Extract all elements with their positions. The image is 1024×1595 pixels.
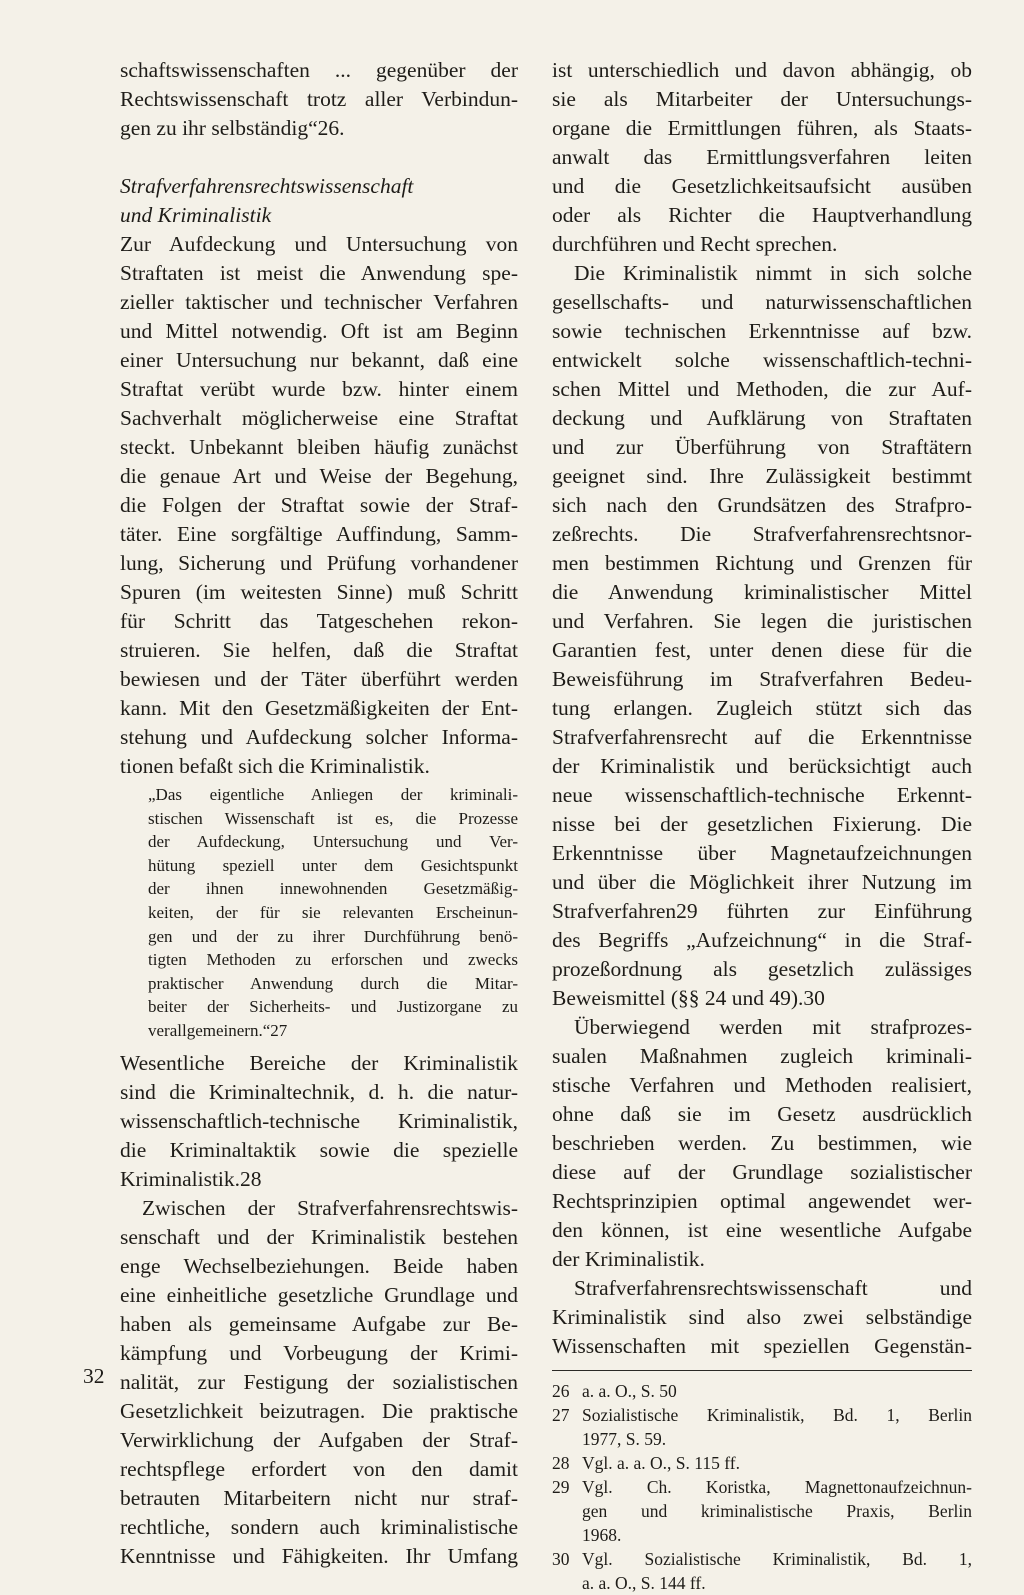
text-line: stehung und Aufdeckung solcher Informa- <box>120 725 518 749</box>
footnote <box>552 1379 972 1403</box>
text-line: und die Gesetzlichkeitsaufsicht ausüben <box>552 174 972 198</box>
text-line: gesellschafts- und naturwissenschaftlichen <box>552 290 972 314</box>
text-line: deckung und Aufklärung von Straftaten <box>552 406 972 430</box>
text-line: kann. Mit den Gesetzmäßigkeiten der Ent- <box>120 696 518 720</box>
text-line: tung erlangen. Zugleich stützt sich das <box>552 696 972 720</box>
text-line: geeignet sind. Ihre Zulässigkeit bestimmt <box>552 464 972 488</box>
text-line: die Folgen der Straftat sowie der Straf- <box>120 493 518 517</box>
quote-line: praktischer Anwendung durch die Mitar- <box>148 973 518 993</box>
footnote-text: Sozialistische Kriminalistik, Bd. 1, Berlin <box>582 1405 972 1425</box>
quote-line: hütung speziell unter dem Gesichtspunkt <box>148 855 518 875</box>
text-line: Garantien fest, unter denen diese für die <box>552 638 972 662</box>
text-line: Zur Aufdeckung und Untersuchung von <box>120 232 518 256</box>
block-quote <box>148 783 518 1043</box>
text-line: ohne daß sie im Gesetz ausdrücklich <box>552 1102 972 1126</box>
text-line: bewiesen und der Täter überführt werden <box>120 667 518 691</box>
text-line: Überwiegend werden mit strafprozes- <box>574 1015 972 1039</box>
text-line: täter. Eine sorgfältige Auffindung, Samm- <box>120 522 518 546</box>
footnote-number: 29 <box>552 1477 570 1497</box>
text-line: Kriminalistik.28 <box>120 1166 262 1191</box>
text-line: Sachverhalt möglicherweise eine Straftat <box>120 406 518 430</box>
text-line: enge Wechselbeziehungen. Beide haben <box>120 1253 518 1278</box>
text-line: nisse bei der gesetzlichen Fixierung. Die <box>552 812 972 836</box>
text-line: Die Kriminalistik nimmt in sich solche <box>574 261 972 285</box>
footnote-text: a. a. O., S. 50 <box>582 1381 677 1401</box>
text-line: wissenschaftlich-technische Kriminalistik, <box>120 1108 518 1133</box>
text-line: Verwirklichung der Aufgaben der Straf- <box>120 1427 518 1452</box>
heading-line: und Kriminalistik <box>120 203 272 227</box>
text-line: sind die Kriminaltechnik, d. h. die natur- <box>120 1079 518 1104</box>
footnote-number: 26 <box>552 1381 570 1401</box>
text-line: senschaft und der Kriminalistik bestehen <box>120 1224 518 1249</box>
text-line: nalität, zur Festigung der sozialistischen <box>120 1369 518 1394</box>
quote-line: keiten, der für sie relevanten Erscheinun- <box>148 902 518 922</box>
footnote-text: 1977, S. 59. <box>582 1429 667 1449</box>
text-line: stische Verfahren und Methoden realisiert, <box>552 1073 972 1097</box>
paragraph <box>552 1013 972 1274</box>
text-line: rechtliche, sondern auch kriminalistische <box>120 1514 518 1539</box>
paragraph <box>120 230 518 781</box>
text-line: zieller taktischer und technischer Verfahren <box>120 290 518 314</box>
quote-line: verallgemeinern.“27 <box>148 1020 288 1040</box>
text-line: kämpfung und Vorbeugung der Krimi- <box>120 1340 518 1365</box>
text-line: beschrieben werden. Zu bestimmen, wie <box>552 1131 972 1155</box>
text-line: Strafverfahrensrecht auf die Erkenntnisse <box>552 725 972 749</box>
paragraph <box>552 1274 972 1361</box>
text-line: oder als Richter die Hauptverhandlung <box>552 203 972 227</box>
quote-line: gen und der zu ihrer Durchführung benö- <box>148 926 518 946</box>
text-line: Rechtswissenschaft trotz aller Verbindun- <box>120 87 518 111</box>
text-line: Rechtsprinzipien optimal angewendet wer- <box>552 1189 972 1213</box>
text-line: einer Untersuchung nur bekannt, daß eine <box>120 348 518 372</box>
text-line: die genaue Art und Weise der Begehung, <box>120 464 518 488</box>
text-line: Beweismittel (§§ 24 und 49).30 <box>552 986 825 1010</box>
footnote-divider <box>552 1370 972 1371</box>
quote-line: der ihnen innewohnenden Gesetzmäßig- <box>148 879 518 899</box>
text-line: Straftaten ist meist die Anwendung spe- <box>120 261 518 285</box>
footnote-text: 1968. <box>582 1525 622 1545</box>
text-line: betrauten Mitarbeitern nicht nur straf- <box>120 1485 518 1510</box>
quote-line: tigten Methoden zu erforschen und zwecks <box>148 950 518 970</box>
text-line: anwalt das Ermittlungsverfahren leiten <box>552 145 972 169</box>
footnote <box>552 1547 972 1595</box>
text-line: prozeßordnung als gesetzlich zulässiges <box>552 957 972 981</box>
text-line: des Begriffs „Aufzeichnung“ in die Straf- <box>552 928 972 952</box>
text-line: zeßrechts. Die Strafverfahrensrechtsnor- <box>552 522 972 546</box>
text-line: Strafverfahren29 führten zur Einführung <box>552 899 972 923</box>
text-line: Erkenntnisse über Magnetaufzeichnungen <box>552 841 972 865</box>
text-line: organe die Ermittlungen führen, als Staats- <box>552 116 972 140</box>
quote-line: stischen Wissenschaft ist es, die Prozesse <box>148 808 518 828</box>
right-column <box>552 56 972 1595</box>
text-line: eine einheitliche gesetzliche Grundlage und <box>120 1282 518 1307</box>
left-column <box>120 56 518 1571</box>
text-line: neue wissenschaftlich-technische Erkennt- <box>552 783 972 807</box>
text-line: und über die Möglichkeit ihrer Nutzung im <box>552 870 972 894</box>
footnote-number: 27 <box>552 1405 570 1425</box>
text-line: der Kriminalistik und berücksichtigt auch <box>552 754 972 778</box>
text-line: rechtspflege erfordert von den damit <box>120 1456 518 1481</box>
text-line: haben als gemeinsame Aufgabe zur Be- <box>120 1311 518 1336</box>
text-line: und zur Überführung von Straftätern <box>552 435 972 459</box>
text-line: gen zu ihr selbständig“26. <box>120 116 345 140</box>
text-line: men bestimmen Richtung und Grenzen für <box>552 551 972 575</box>
quote-line: beiter der Sicherheits- und Justizorgane zu <box>148 997 518 1017</box>
paragraph <box>120 56 518 143</box>
text-line: die Kriminaltaktik sowie die spezielle <box>120 1137 518 1162</box>
text-line: steckt. Unbekannt bleiben häufig zunächst <box>120 435 518 459</box>
text-line: durchführen und Recht sprechen. <box>552 232 838 256</box>
text-line: und Verfahren. Sie legen die juristischen <box>552 609 972 633</box>
footnote-text: Vgl. Ch. Koristka, Magnettonaufzeichnun- <box>582 1477 972 1497</box>
text-line: schen Mittel und Methoden, die zur Auf- <box>552 377 972 401</box>
text-line: und Mittel notwendig. Oft ist am Beginn <box>120 319 518 343</box>
text-line: schaftswissenschaften ... gegenüber der <box>120 58 518 82</box>
text-line: die Anwendung kriminalistischer Mittel <box>552 580 972 604</box>
text-line: der Kriminalistik. <box>552 1247 705 1271</box>
footnote-text: a. a. O., S. 144 ff. <box>582 1573 706 1593</box>
text-line: für Schritt das Tatgeschehen rekon- <box>120 609 518 633</box>
footnote <box>552 1451 972 1475</box>
text-line: entwickelt solche wissenschaftlich-techni- <box>552 348 972 372</box>
text-line: Spuren (im weitesten Sinne) muß Schritt <box>120 580 518 604</box>
page-number: 32 <box>83 1364 105 1388</box>
text-line: struieren. Sie helfen, daß die Straftat <box>120 638 518 662</box>
text-line: Straftat verübt wurde bzw. hinter einem <box>120 377 518 401</box>
footnote-text: Vgl. Sozialistische Kriminalistik, Bd. 1, <box>582 1549 972 1569</box>
footnote-number: 28 <box>552 1453 570 1473</box>
section-heading <box>120 172 518 230</box>
text-line: sich nach den Grundsätzen des Strafpro- <box>552 493 972 517</box>
footnote-text: gen und kriminalistische Praxis, Berlin <box>582 1501 972 1521</box>
text-line: sowie technischen Erkenntnisse auf bzw. <box>552 319 972 343</box>
text-line: diese auf der Grundlage sozialistischer <box>552 1160 972 1184</box>
footnotes <box>552 1379 972 1595</box>
footnote-number: 30 <box>552 1549 570 1569</box>
heading-line: Strafverfahrensrechtswissenschaft <box>120 174 414 198</box>
text-line: den können, ist eine wesentliche Aufgabe <box>552 1218 972 1242</box>
text-line: Beweisführung im Strafverfahren Bedeu- <box>552 667 972 691</box>
footnote <box>552 1403 972 1451</box>
text-line: Kenntnisse und Fähigkeiten. Ihr Umfang <box>120 1543 518 1568</box>
text-line: Wissenschaften mit speziellen Gegenstän- <box>552 1334 972 1358</box>
paragraph <box>552 56 972 259</box>
footnote <box>552 1475 972 1547</box>
text-line: lung, Sicherung und Prüfung vorhandener <box>120 551 518 575</box>
text-line: ist unterschiedlich und davon abhängig, ob <box>552 58 972 82</box>
text-line: Kriminalistik sind also zwei selbständige <box>552 1305 972 1329</box>
text-line: sualen Maßnahmen zugleich kriminali- <box>552 1044 972 1068</box>
paragraph <box>552 259 972 1013</box>
quote-line: „Das eigentliche Anliegen der kriminali- <box>148 785 518 804</box>
text-line: Strafverfahrensrechtswissenschaft und <box>574 1276 972 1300</box>
text-line: Wesentliche Bereiche der Kriminalistik <box>120 1050 518 1075</box>
text-line: Gesetzlichkeit beizutragen. Die praktische <box>120 1398 518 1423</box>
quote-line: der Aufdeckung, Untersuchung und Ver- <box>148 832 518 852</box>
text-line: sie als Mitarbeiter der Untersuchungs- <box>552 87 972 111</box>
text-line: Zwischen der Strafverfahrensrechtswis- <box>142 1195 518 1220</box>
paragraph <box>120 1194 518 1571</box>
footnote-text: Vgl. a. a. O., S. 115 ff. <box>582 1453 740 1473</box>
paragraph <box>120 1049 518 1194</box>
text-line: tionen befaßt sich die Kriminalistik. <box>120 754 430 778</box>
